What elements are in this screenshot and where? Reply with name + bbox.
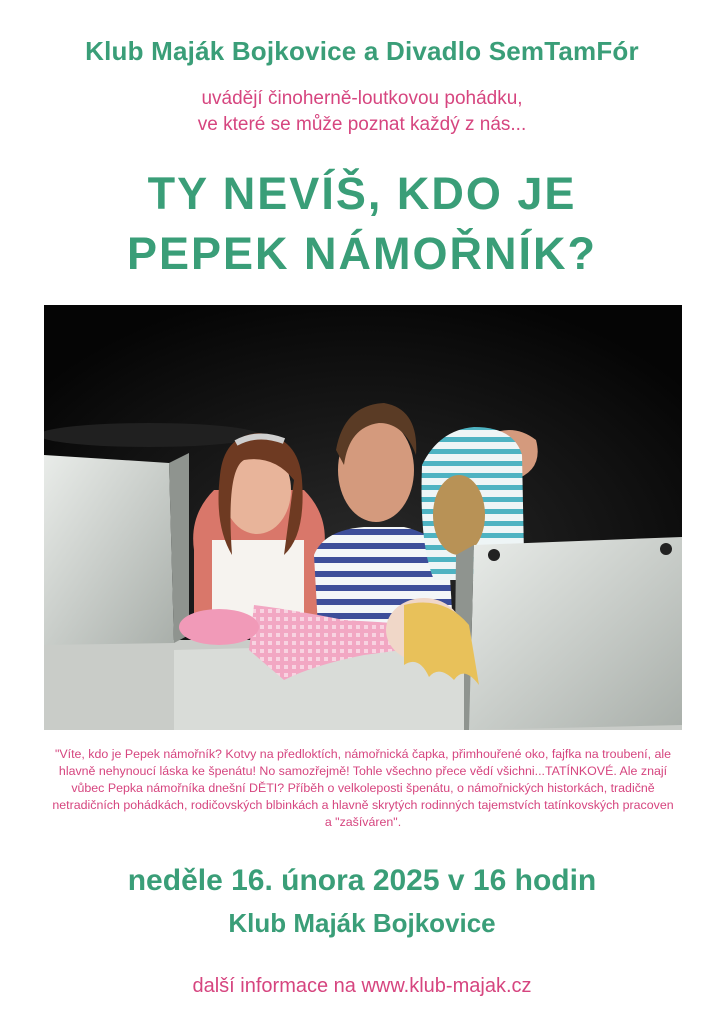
more-info-link[interactable]: další informace na www.klub-majak.cz <box>192 975 532 997</box>
event-venue: Klub Maják Bojkovice <box>228 908 496 938</box>
description-text: "Víte, kdo je Pepek námořník? Kotvy na předloktích, námořnická čapka, přimhouřené oko, fajfka na troubení, ale hlavně nehynoucí láska ke špenátu! No samozřejmě! Tohle všechno přece vědí všichni...TATÍNKOVÉ. Ale znají vůbec Pepka námořníka dnešní DĚTI? Příběh o velkoleposti špenátu, o námořnických historkách, tradičně netradičních pohádkách, rodičovských blbinkách a hlavně skrytých rodinných tajemstvích tatínkovských pracoven a "zašíváren". <box>52 747 674 829</box>
organizers-heading: Klub Maják Bojkovice a Divadlo SemTamFór <box>85 36 639 66</box>
subtitle-line-2: ve které se může poznat každý z nás... <box>197 114 527 135</box>
performance-photo <box>44 305 682 730</box>
title-line-1: TY NEVÍŠ, KDO JE <box>147 168 577 219</box>
event-date-time: neděle 16. února 2025 v 16 hodin <box>127 864 597 897</box>
subtitle-line-1: uvádějí činoherně-loutkovou pohádku, <box>201 88 523 109</box>
title-line-2: PEPEK NÁMOŘNÍK? <box>126 228 598 279</box>
